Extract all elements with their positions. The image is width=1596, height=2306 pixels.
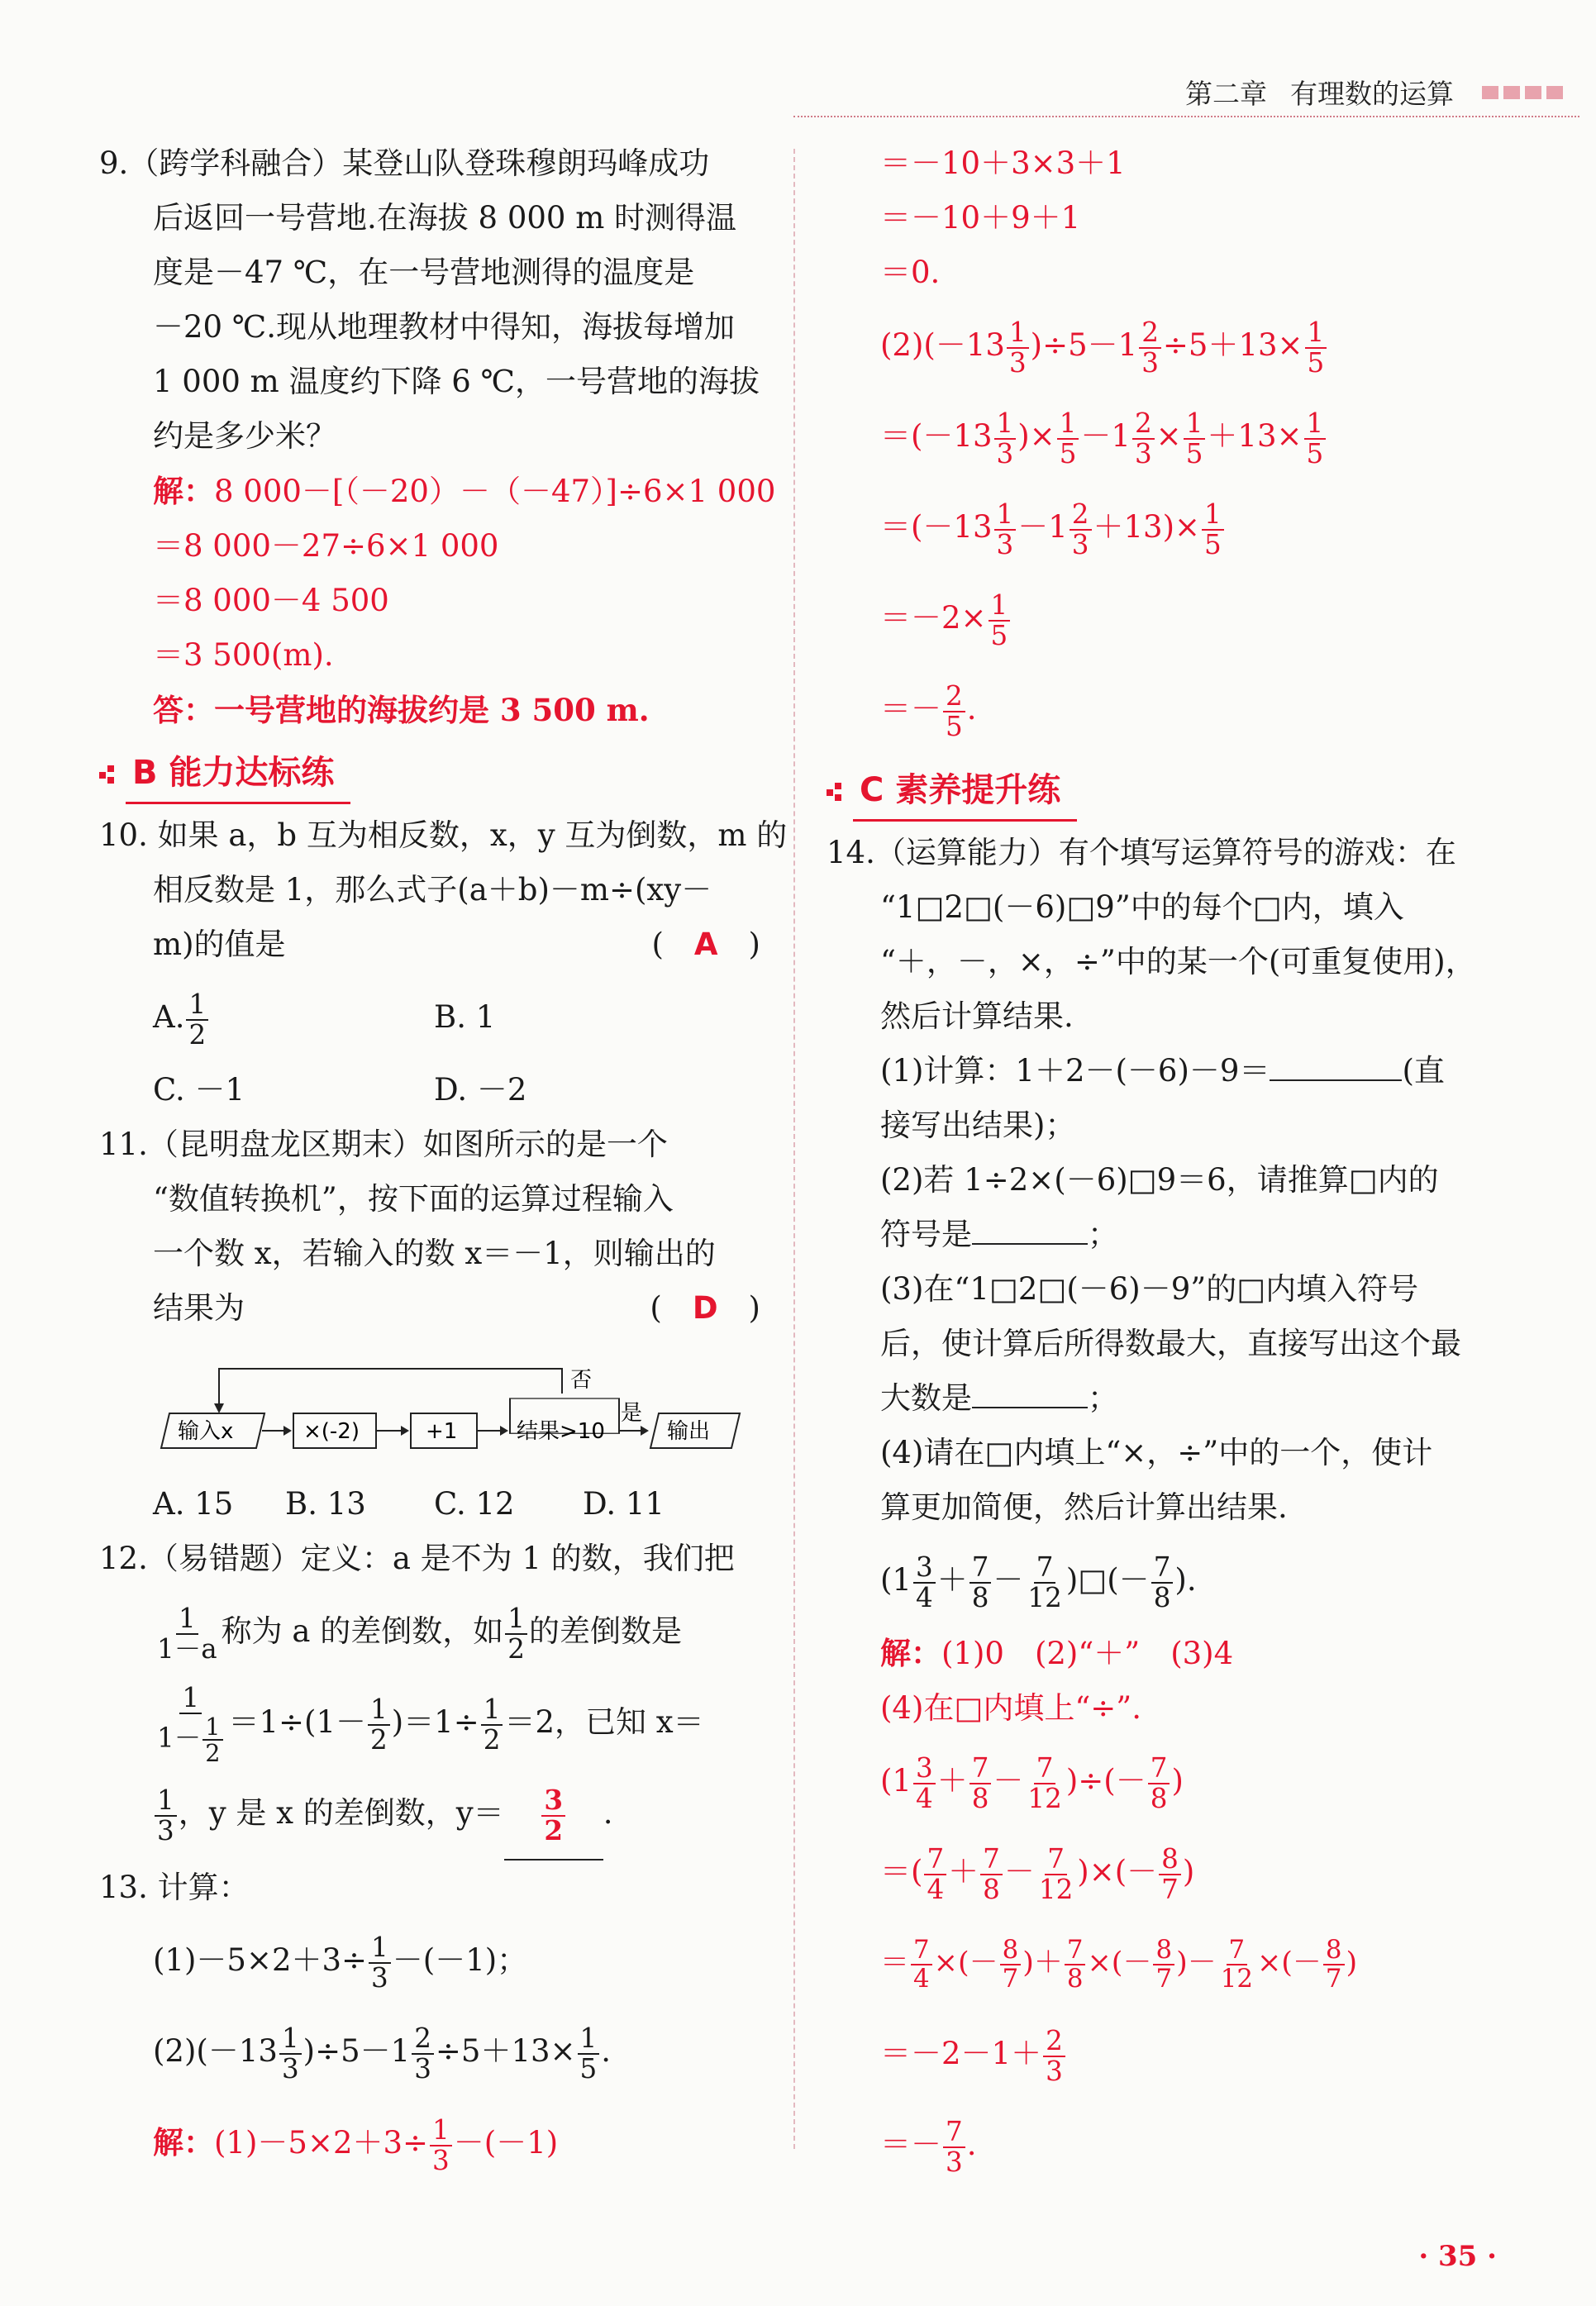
question-14: 14.（运算能力）有个填写运算符号的游戏：在 “1□2□(－6)□9”中的每个□内，填入 “＋，－，×，÷”中的某一个(可重复使用)， 然后计算结果. (1)计算：1＋2－(－6)－9＝ (直 接写出结果)； (2)若 1÷2×(－6)□9＝6，请推算□内的 符号是 ； (3)在“1□2□(－6)－9”的□内填入符号 后，使计算后所得数最大，直接写出这个最 大数是 ； (4)请在□内填上“×，÷”中的一个，使计 算更加简便，然后计算出结果. (1 $\frac{3}{4}$ ＋ $\frac{7}{8}$ － $\frac{7}{12}$ )□(－ $\frac{7}{8}$ ). 解：(1)0 (2)“＋” (3)4 (4)在□内填上“÷”. (1 $\frac{3}{4}$ ＋ $\frac{7}{8}$ － $\frac{7}{12}$ )÷(－ $\frac{7}{8}$ ) ＝( $\frac{7}{4}$ ＋ $\frac{7}{8}$ － $\frac{7}{12}$ )×(－ $\frac{8}{7}$ ) ＝ $\frac{7}{4}$ ×(－ $\frac{8}{7}$ )＋ $\frac{7}{8}$ ×(－ $\frac{8}{7}$ )－ $\frac{7}{12}$ ×(－ $\frac{8}{7}$ ) ＝－2－1＋ $\frac{2}{3}$ ＝－ $\frac{7}{3}$ . (827, 826, 1496, 2190)
q10-answer: A (693, 927, 718, 962)
header-decoration (1482, 86, 1563, 99)
section-marker-icon (99, 765, 117, 784)
q10-line: 相反数是 1，那么式子(a＋b)－m÷(xy－ (153, 872, 712, 908)
question-11 (99, 1117, 760, 1532)
q9-solution-line: ＝8 000－4 500 (153, 583, 389, 618)
flow-add-label: +1 (426, 1419, 458, 1444)
q9-line: 约是多少米？ (153, 418, 336, 454)
q9-solution-line: ＝3 500(m). (153, 637, 334, 673)
flow-yes-label: 是 (621, 1401, 643, 1426)
section-b-title: B 能力达标练 (126, 746, 350, 804)
right-column (827, 136, 1496, 2190)
q11-answer: D (692, 1290, 718, 1326)
q11-line: 一个数 x，若输入的数 x＝－1，则输出的 (153, 1236, 716, 1271)
q9-line: 后返回一号营地.在海拔 8 000 m 时测得温 (153, 200, 737, 236)
conversion-machine-diagram (153, 1352, 760, 1477)
question-12: 12.（易错题）定义：a 是不为 1 的数，我们把 $\frac{1}{1-a}$ 称为 a 的差倒数，如 $\frac{1}{2}$ 的差倒数是 1 1－ $\frac{1}{2}$ ＝1÷(1－ $\frac{1}{2}$ )＝1÷ $\frac{1}{2}$ ＝2，已知 x＝ $\frac{1}{3}$ ，y 是 x 的差倒数，y＝ $\frac{3}{2}$ . (99, 1532, 760, 1861)
flow-multiply-label: ×(-2) (303, 1419, 360, 1444)
q9-line: －20 ℃.现从地理教材中得知，海拔每增加 (153, 309, 735, 345)
flow-condition-label: 结果>10 (517, 1419, 605, 1444)
q10-option-b: B. 1 (434, 999, 496, 1035)
page-header (1185, 73, 1563, 112)
question-13: 13. 计算： (1)－5×2＋3÷ $\frac{1}{3}$ －(－1)； (2)(－13 $\frac{1}{3}$ )÷5－1 $\frac{2}{3}$ ÷5＋13× $\frac{1}{5}$ . 解：(1)－5×2＋3÷ $\frac{1}{3}$ －(－1) (99, 1861, 760, 2189)
q12-line: 12.（易错题）定义：a 是不为 1 的数，我们把 (99, 1541, 735, 1576)
q11-line: “数值转换机”，按下面的运算过程输入 (153, 1181, 674, 1217)
q12-answer: $\frac{3}{2}$ (541, 1786, 565, 1844)
q9-answer: 答：一号营地的海拔约是 3 500 m. (153, 692, 650, 728)
q13-solution-continued: ＝－10＋3×3＋1 ＝－10＋9＋1 ＝0. (2)(－13 $\frac{1}{3}$ )÷5－1 $\frac{2}{3}$ ÷5＋13× $\frac{1}{5}$ ＝(－13 $\frac{1}{3}$ )× $\frac{1}{5}$ －1 $\frac{2}{3}$ × $\frac{1}{5}$ ＋13× $\frac{1}{5}$ ＝(－13 $\frac{1}{3}$ －1 $\frac{2}{3}$ ＋13)× $\frac{1}{5}$ ＝－2× $\frac{1}{5}$ ＝－ $\frac{2}{5}$ . (827, 136, 1496, 755)
chapter-title: 有理数的运算 (1290, 78, 1454, 110)
q13-heading: 13. 计算： (99, 1870, 250, 1905)
q10-line: 10. 如果 a，b 互为相反数，x，y 互为倒数，m 的 (99, 817, 788, 853)
flow-input-label: 输入x (178, 1419, 234, 1444)
page-number: · 35 · (1418, 2240, 1497, 2273)
q9-line: 9.（跨学科融合）某登山队登珠穆朗玛峰成功 (99, 145, 710, 181)
q11-options (99, 1477, 760, 1532)
q14-p3-blank[interactable] (972, 1379, 1088, 1408)
q10-options (99, 972, 760, 1117)
q12-answer-blank (504, 1768, 603, 1861)
section-marker-icon (827, 783, 845, 801)
chapter-label: 第二章 (1185, 78, 1267, 110)
q10-option-c: C. －1 (153, 1072, 245, 1108)
q11-option-c: C. 12 (434, 1486, 515, 1522)
q14-p2-blank[interactable] (972, 1215, 1088, 1245)
section-c-title: C 素养提升练 (853, 763, 1077, 822)
q10-answer-bracket: ( A ) (651, 927, 760, 962)
q11-option-a: A. 15 (153, 1486, 234, 1522)
q10-line: m)的值是 (153, 927, 286, 962)
flow-no-label: 否 (570, 1368, 593, 1393)
q11-line: 结果为 (153, 1290, 245, 1326)
section-b-heading (99, 749, 760, 800)
solution-label: 解： (153, 473, 214, 509)
q11-answer-bracket: ( D ) (650, 1290, 760, 1326)
column-divider (793, 149, 795, 2149)
flow-output-label: 输出 (667, 1419, 711, 1444)
q9-line: 度是－47 ℃，在一号营地测得的温度是 (153, 255, 695, 290)
q9-solution-line: 8 000－[（－20）－（－47）]÷6×1 000 (214, 474, 776, 509)
q10-option-d: D. －2 (434, 1072, 527, 1108)
q11-line: 11.（昆明盘龙区期末）如图所示的是一个 (99, 1127, 668, 1162)
q14-expression: (1 $\frac{3}{4}$ ＋ $\frac{7}{8}$ － $\frac{7}{12}$ )□(－ $\frac{7}{8}$ ). (880, 1551, 1197, 1613)
question-9 (99, 136, 776, 737)
q9-line: 1 000 m 温度约下降 6 ℃，一号营地的海拔 (153, 364, 760, 399)
q11-option-d: D. 11 (583, 1486, 665, 1522)
q10-option-a: A. $\frac{1}{2}$ (153, 972, 434, 1063)
header-rule (793, 116, 1579, 117)
question-10 (99, 808, 788, 1117)
q14-p1-blank[interactable] (1270, 1051, 1402, 1081)
q11-option-b: B. 13 (285, 1486, 366, 1522)
left-column (99, 136, 788, 2189)
q9-solution-line: ＝8 000－27÷6×1 000 (153, 528, 499, 564)
section-c-heading (827, 766, 1496, 817)
